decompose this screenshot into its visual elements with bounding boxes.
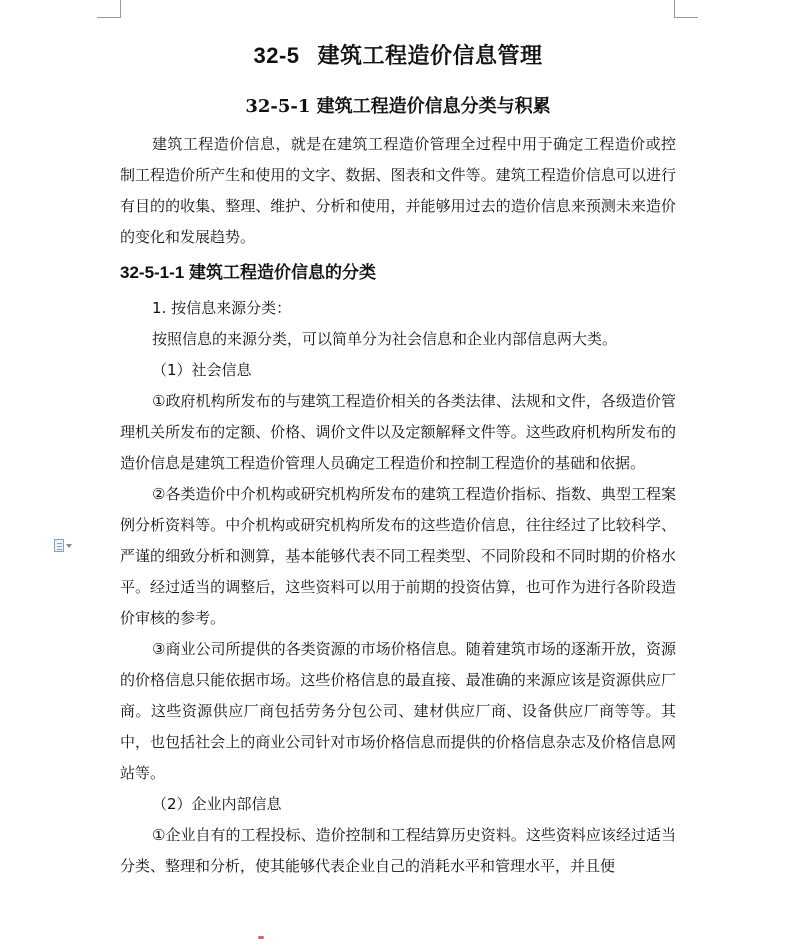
- paragraph: ①政府机构所发布的与建筑工程造价相关的各类法律、法规和文件，各级造价管理机关所发布的定额、价格、调价文件以及定额解释文件等。这些政府机构所发布的造价信息是建筑工程造价管理人员确定工程造价和控制工程造价的基础和依据。: [120, 392, 676, 472]
- paragraph-options-button[interactable]: [54, 539, 72, 552]
- document-body: [120, 30, 676, 882]
- crop-mark-top-right: [674, 0, 675, 17]
- chapter-title: [120, 36, 676, 76]
- chapter-title-text: 建筑工程造价信息管理: [317, 43, 543, 68]
- paragraph: ③商业公司所提供的各类资源的市场价格信息。随着建筑市场的逐渐开放，资源的价格信息只能依据市场。这些价格信息的最直接、最准确的来源应该是资源供应厂商。这些资源供应厂商包括劳务分包公司、建材供应厂商、设备供应厂商等等。其中，也包括社会上的商业公司针对市场价格信息而提供的价格信息杂志及价格信息网站等。: [120, 640, 676, 782]
- list-item-description: 按照信息的来源分类，可以简单分为社会信息和企业内部信息两大类。: [152, 330, 618, 348]
- document-icon: [54, 539, 64, 552]
- chapter-number: 32-5: [253, 43, 300, 68]
- crop-mark-top-right: [674, 17, 698, 18]
- internal-info-heading: （2）企业内部信息: [152, 795, 282, 813]
- section-title: 32-5-1 建筑工程造价信息分类与积累: [245, 96, 551, 117]
- subsection-title: 32-5-1-1 建筑工程造价信息的分类: [120, 263, 376, 282]
- paragraph: ①企业自有的工程投标、造价控制和工程结算历史资料。这些资料应该经过适当分类、整理和分析，使其能够代表企业自己的消耗水平和管理水平，并且便: [120, 826, 676, 875]
- crop-mark-top-left: [120, 0, 121, 17]
- social-info-heading: （1）社会信息: [152, 361, 252, 379]
- list-item: 1. 按信息来源分类：: [152, 299, 292, 317]
- chevron-down-icon: [66, 544, 72, 548]
- intro-paragraph: 建筑工程造价信息，就是在建筑工程造价管理全过程中用于确定工程造价或控制工程造价所产生和使用的文字、数据、图表和文件等。建筑工程造价信息可以进行有目的的收集、整理、维护、分析和使用，并能够用过去的造价信息来预测未来造价的变化和发展趋势。: [120, 135, 676, 246]
- crop-mark-top-left: [97, 17, 121, 18]
- paragraph: ②各类造价中介机构或研究机构所发布的建筑工程造价指标、指数、典型工程案例分析资料等。中介机构或研究机构所发布的这些造价信息，往往经过了比较科学、严谨的细致分析和测算，基本能够代表不同工程类型、不同阶段和不同时期的价格水平。经过适当的调整后，这些资料可以用于前期的投资估算，也可作为进行各阶段造价审核的参考。: [120, 485, 676, 627]
